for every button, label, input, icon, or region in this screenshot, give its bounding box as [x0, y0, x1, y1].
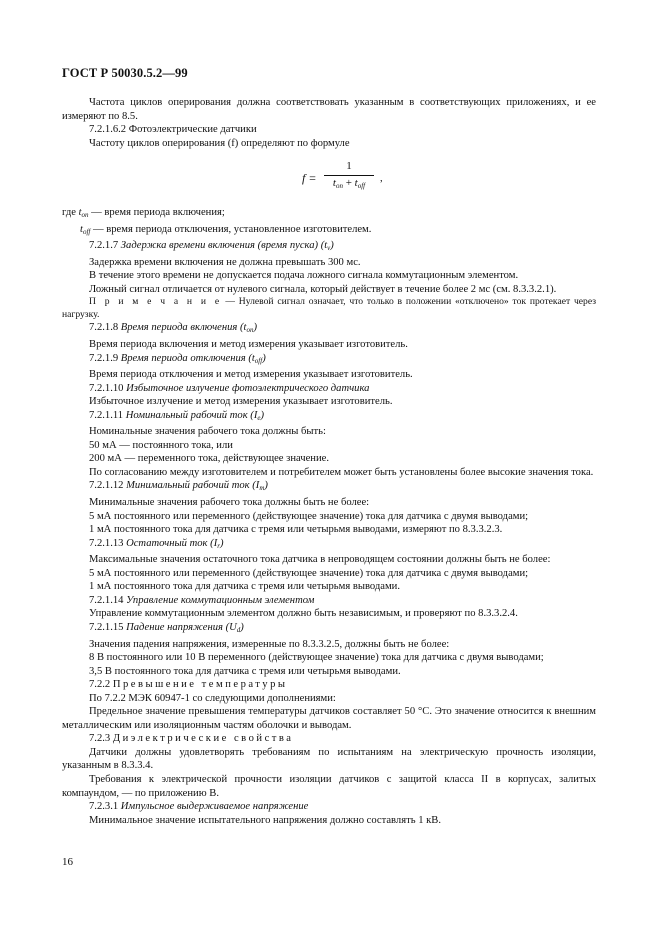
- formula-subscript: on: [335, 181, 343, 190]
- section-number: 7.2.1.8: [89, 322, 121, 334]
- formula-operator: +: [342, 176, 355, 189]
- section-title: Задержка времени включения (время пуска) (t: [120, 240, 328, 252]
- section-close: ): [253, 322, 257, 334]
- page-number: 16: [62, 856, 73, 868]
- section-title: Диэлектрические свойства: [112, 733, 294, 745]
- paragraph: Задержка времени включения не должна превышать 300 мс.: [89, 256, 361, 268]
- section-heading: [62, 800, 596, 814]
- section-close: ): [219, 537, 224, 549]
- formula-denominator: [324, 177, 374, 194]
- section-close: ): [264, 480, 268, 492]
- paragraph: Избыточное излучение и метод измерения указывает изготовитель.: [89, 396, 393, 408]
- section-title: Импульсное выдерживаемое напряжение: [120, 801, 309, 813]
- paragraph: 1 мА постоянного тока для датчика с тремя или четырьмя выводами.: [89, 581, 400, 593]
- section-sub: v: [327, 244, 331, 253]
- section-title: Время периода включения (t: [120, 322, 247, 334]
- section-heading: [62, 321, 596, 338]
- formula-frequency: [62, 160, 596, 200]
- section-close: ): [330, 240, 334, 252]
- section-title: Минимальный рабочий ток (I: [126, 480, 260, 492]
- paragraph: В течение этого времени не допускается подача ложного сигнала коммутационным элементом.: [89, 270, 519, 282]
- where-sub: on: [81, 211, 89, 220]
- formula-fraction: [324, 160, 374, 193]
- paragraph: Частоту циклов оперирования (f) определяют по формуле: [89, 137, 350, 149]
- section-heading: [62, 594, 596, 608]
- paragraph: 3,5 В постоянного тока для датчика с тремя или четырьмя выводами.: [89, 665, 401, 677]
- paragraph: Время периода включения и метод измерения указывает изготовитель.: [89, 339, 408, 351]
- section-close: ): [260, 409, 265, 421]
- note: [62, 296, 596, 321]
- formula-var: t: [354, 176, 358, 189]
- paragraph: 1 мА постоянного тока для датчика с тремя или четырьмя выводами, измеряют по 8.3.3.2.3.: [89, 524, 503, 536]
- section-sub: on: [246, 326, 254, 335]
- section-heading: [62, 479, 596, 496]
- formula-numerator: 1: [346, 160, 352, 173]
- section-heading: [62, 239, 596, 256]
- section-title: Избыточное излучение фотоэлектрического датчика: [126, 382, 370, 394]
- section-heading: [62, 537, 596, 554]
- formula-var: t: [332, 176, 336, 189]
- where-text: — время периода отключения, установленное изготовителем.: [90, 223, 372, 235]
- section-number: 7.2.1.13: [89, 537, 127, 549]
- section-sub: r: [217, 541, 220, 550]
- section-number: 7.2.1.11: [89, 409, 126, 421]
- paragraph: Минимальное значение испытательного напряжения должно составлять 1 кВ.: [89, 814, 441, 826]
- section-heading: [62, 732, 596, 746]
- paragraph: 50 мА — постоянного тока, или: [89, 439, 233, 451]
- section-heading: [62, 382, 596, 396]
- paragraph: 5 мА постоянного или переменного (действующее значение) тока для датчика с двумя выводами;: [89, 567, 529, 579]
- paragraph: Номинальные значения рабочего тока должны быть:: [89, 426, 326, 438]
- formula-comma: ,: [380, 173, 383, 185]
- paragraph: Управление коммутационным элементом должно быть независимым, и проверяют по 8.3.3.2.4.: [89, 608, 518, 620]
- section-number: 7.2.3: [89, 733, 113, 745]
- section-number: 7.2.2: [89, 679, 113, 691]
- paragraph: 8 В постоянного или 10 В переменного (действующее значение) тока для датчика с двумя выводами;: [89, 652, 544, 664]
- section-close: ): [262, 352, 266, 364]
- paragraph: Время периода отключения и метод измерения указывает изготовитель.: [89, 369, 413, 381]
- section-heading: [62, 409, 596, 426]
- section-number: 7.2.3.1: [89, 801, 121, 813]
- paragraph: Датчики должны удовлетворять требованиям по испытаниям на электрическую прочность изоляции, указанным в 8.3.3.4.: [62, 746, 596, 772]
- where-prefix: где: [62, 207, 79, 219]
- paragraph: Частота циклов оперирования должна соответствовать указанным в соответствующих приложениях, и ее измеряют по 8.5.: [62, 97, 596, 122]
- paragraph: По 7.2.2 МЭК 60947-1 со следующими дополнениями:: [89, 692, 336, 704]
- where-sub: off: [82, 227, 91, 236]
- section-heading: [62, 352, 596, 369]
- section-number: 7.2.1.14: [89, 594, 127, 606]
- section-number: 7.2.1.7: [89, 240, 121, 252]
- section-number: 7.2.1.10: [89, 382, 127, 394]
- paragraph: Значения падения напряжения, измеренные по 8.3.3.2.5, должны быть не более:: [89, 638, 450, 650]
- formula-subscript: off: [357, 181, 366, 190]
- section-number: 7.2.1.12: [89, 480, 127, 492]
- section-sub: d: [236, 625, 241, 634]
- section-number: 7.2.1.15: [89, 621, 127, 633]
- where-var: t: [80, 223, 83, 235]
- paragraph: Минимальные значения рабочего тока должны быть не более:: [89, 497, 370, 509]
- fraction-bar: [324, 175, 374, 176]
- section-heading: [62, 678, 596, 692]
- paragraph: 5 мА постоянного или переменного (действующее значение) тока для датчика с двумя выводами;: [89, 510, 529, 522]
- section-title: Время периода отключения (t: [120, 352, 255, 364]
- standard-header: ГОСТ Р 50030.5.2—99: [62, 66, 188, 80]
- section-number: 7.2.1.9: [89, 352, 121, 364]
- paragraph: Максимальные значения остаточного тока датчика в непроводящем состоянии должны быть не более:: [89, 554, 551, 566]
- section-close: ): [240, 621, 244, 633]
- formula-lhs: f =: [302, 171, 317, 186]
- section-title: Управление коммутационным элементом: [126, 594, 315, 606]
- note-text: — Нулевой сигнал означает, что только в положении «отключено» ток протекает через нагрузку.: [62, 296, 597, 320]
- paragraph: Требования к электрической прочности изоляции датчиков с защитой класса II в корпусах, залитых компаундом, — по приложению В.: [62, 773, 596, 799]
- section-heading: 7.2.1.6.2 Фотоэлектрические датчики: [89, 124, 257, 136]
- page-body: [62, 96, 596, 827]
- where-line: [62, 223, 596, 240]
- section-title: Номинальный рабочий ток (I: [125, 409, 258, 421]
- paragraph: 200 мА — переменного тока, действующее значение.: [89, 453, 329, 465]
- where-text: — время периода включения;: [88, 207, 225, 219]
- section-sub: off: [254, 356, 263, 365]
- section-title: Падение напряжения (U: [126, 621, 237, 633]
- section-title: Превышение температуры: [112, 679, 288, 691]
- paragraph: Предельное значение превышения температуры датчиков составляет 50 °С. Это значение относится к внешним металлическим или изоляционным частям оболочки и выводам.: [62, 706, 596, 731]
- paragraph: Ложный сигнал отличается от нулевого сигнала, который действует в течение более 2 мс (см. 8.3.3.2.1).: [89, 283, 557, 295]
- section-title: Остаточный ток (I: [126, 537, 218, 549]
- paragraph: По согласованию между изготовителем и потребителем может быть установлены более высокие значения тока.: [89, 466, 594, 478]
- where-line: [62, 206, 596, 223]
- section-sub: e: [257, 413, 261, 422]
- section-heading: [62, 621, 596, 638]
- where-var: t: [78, 207, 82, 219]
- note-label: П р и м е ч а н и е: [89, 296, 222, 308]
- section-sub: m: [259, 484, 265, 493]
